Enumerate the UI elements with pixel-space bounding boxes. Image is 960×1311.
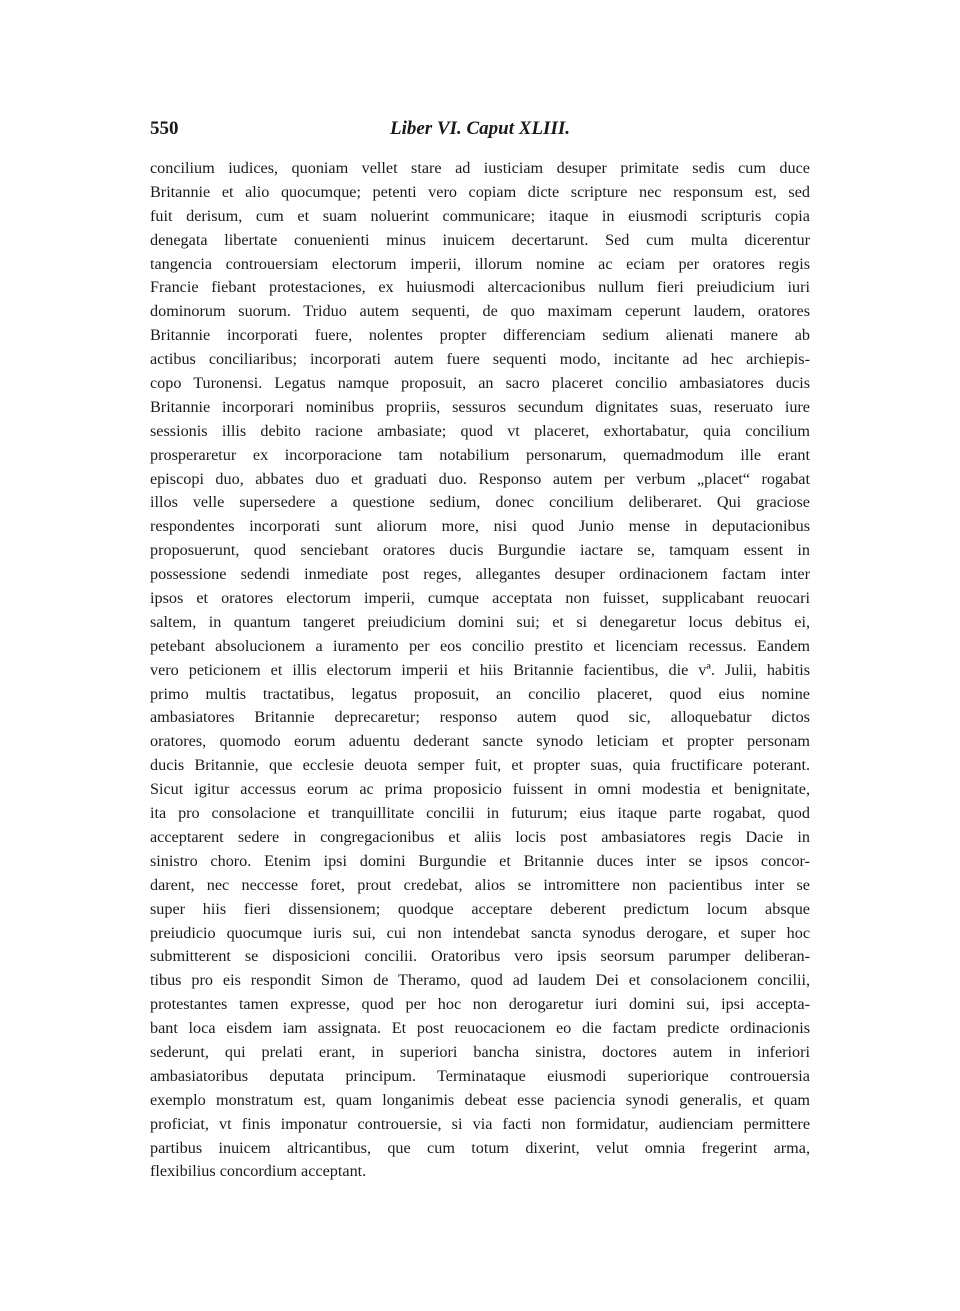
text-line: vero peticionem et illis electorum imperii et hiis Britannie facientibus, die vª. Julii, habitis <box>150 660 810 679</box>
text-line: saltem, in quantum tangeret preiudicium domini sui; et si denegaretur locus debitus ei, <box>150 612 810 631</box>
text-line: ipsos et oratores electorum imperii, cumque acceptata non fuisset, supplicabant reuocari <box>150 589 810 608</box>
text-line: petebant absolucionem a iuramento per eos concilio prestito et licenciam recessus. Eandem <box>150 636 810 655</box>
text-line: partibus inuicem altricantibus, que cum totum dixerint, velut omnia fregerint arma, <box>150 1138 810 1157</box>
text-line: exemplo monstratum est, quam longanimis debeat esse paciencia synodi generalis, et quam <box>150 1090 810 1109</box>
text-line: Francie fiebant protestaciones, ex huiusmodi altercacionibus nullum fieri preiudicium iuri <box>150 278 810 297</box>
text-line: sessionis illis debito racione ambasiate; quod vt placeret, exhortabatur, quia concilium <box>150 421 810 440</box>
text-line: concilium iudices, quoniam vellet stare ad iusticiam desuper primitate sedis cum duce <box>150 159 810 177</box>
running-title: Liber VI. Caput XLIII. <box>389 118 570 139</box>
text-line: fuit derisum, cum et suam noluerint communicare; itaque in eiusmodi scripturis copia <box>150 206 810 225</box>
running-head <box>150 118 810 148</box>
text-line: sederunt, qui prelati erant, in superiori bancha sinistra, doctores autem in inferiori <box>150 1042 810 1061</box>
text-line: submitterent se disposicioni concilii. Oratoribus vero ipsis seorsum parumper deliberan- <box>150 947 810 966</box>
text-line: ambasiatoribus deputata principum. Terminataque eiusmodi superiorique controuersia <box>150 1066 810 1085</box>
text-line: Sicut igitur accessus eorum ac prima proposicio fuissent in omni modestia et benignitate, <box>150 780 810 799</box>
text-line: illos velle supersedere a questione sedium, donec concilium deliberaret. Qui graciose <box>150 493 810 512</box>
text-line: primo multis tractatibus, legatus proposuit, an concilio placeret, quod eius nomine <box>150 684 810 703</box>
text-line: respondentes incorporati sunt aliorum more, nisi quod Junio mense in deputacionibus <box>150 517 810 536</box>
text-line: possessione sedendi inmediate post reges, allegantes desuper ordinacionem factam inter <box>150 565 810 584</box>
text-line: copo Turonensi. Legatus namque proposuit, an sacro placeret concilio ambasiatores ducis <box>150 374 810 393</box>
text-line: ducis Britannie, que ecclesie deuota semper fuit, et propter suas, quia fructificare poterant. <box>150 756 810 775</box>
text-line: ambasiatores Britannie deprecaretur; responso autem quod sic, alloquebatur dictos <box>150 708 810 727</box>
text-line: dominorum suorum. Triduo autem sequenti, de quo maximam ceperunt laudem, oratores <box>150 302 810 321</box>
text-line: bant loca eisdem iam assignata. Et post reuocacionem eo die factam predicte ordinacionis <box>150 1019 810 1038</box>
text-line: acceptarent sedere in congregacionibus et aliis locis post ambasiatores regis Dacie in <box>150 827 810 846</box>
text-line: tangencia controuersiam electorum imperii, illorum nomine ac eciam per oratores regis <box>150 254 810 273</box>
text-line: actibus conciliaribus; incorporati autem fuere sequenti modo, incitante ad hec archiepis- <box>150 350 810 369</box>
text-line: prosperaretur ex incorporacione tam notabilium personarum, quemadmodum ille erant <box>150 445 810 464</box>
text-line: denegata libertate conuenienti minus inuicem decertarunt. Sed cum multa dicerentur <box>150 230 810 249</box>
text-line: sinistro choro. Etenim ipsi domini Burgundie et Britannie duces inter se ipsos concor- <box>150 851 810 870</box>
text-line: ita pro consolacione et tranquillitate concilii in futurum; eius itaque parte rogabat, quod <box>150 804 810 823</box>
body-text <box>150 157 810 1184</box>
text-line: Britannie incorporari nominibus propriis, sessuros secundum dignitates suas, reseruato iure <box>150 397 810 416</box>
text-line: oratores, quomodo eorum aduentu dederant sancte synodo leticiam et propter personam <box>150 732 810 751</box>
text-line: preiudicio quocumque iuris sui, cui non intendebat sancta synodus derogare, et super hoc <box>150 923 810 942</box>
book-page <box>150 118 810 1184</box>
text-line: proficiat, vt finis imponatur controuersie, si via facti non formidatur, audienciam permittere <box>150 1114 810 1133</box>
page-number: 550 <box>150 118 179 139</box>
text-line: darent, nec neccesse foret, prout credebat, alios se intromittere non pacientibus inter se <box>150 875 810 894</box>
text-line: flexibilius concordium acceptant. <box>150 1162 367 1181</box>
text-line: super hiis fieri dissensionem; quodque acceptare deberent predictum locum absque <box>150 899 810 918</box>
text-line: Britannie et alio quocumque; petenti vero copiam dicte scripture nec responsum est, sed <box>150 182 810 201</box>
text-line: protestantes tamen expresse, quod per hoc non derogaretur iuri domini sui, ipsi accepta- <box>150 995 810 1014</box>
text-line: Britannie incorporati fuere, nolentes propter differenciam sedium alienati manere ab <box>150 326 810 345</box>
text-line: tibus pro eis respondit Simon de Theramo, quod ad laudem Dei et consolacionem concilii, <box>150 971 810 990</box>
text-line: episcopi duo, abbates duo et graduati duo. Responso autem per verbum „placet“ rogabat <box>150 469 810 488</box>
text-line: proposuerunt, quod senciebant oratores ducis Burgundie iactare se, tamquam essent in <box>150 541 810 560</box>
